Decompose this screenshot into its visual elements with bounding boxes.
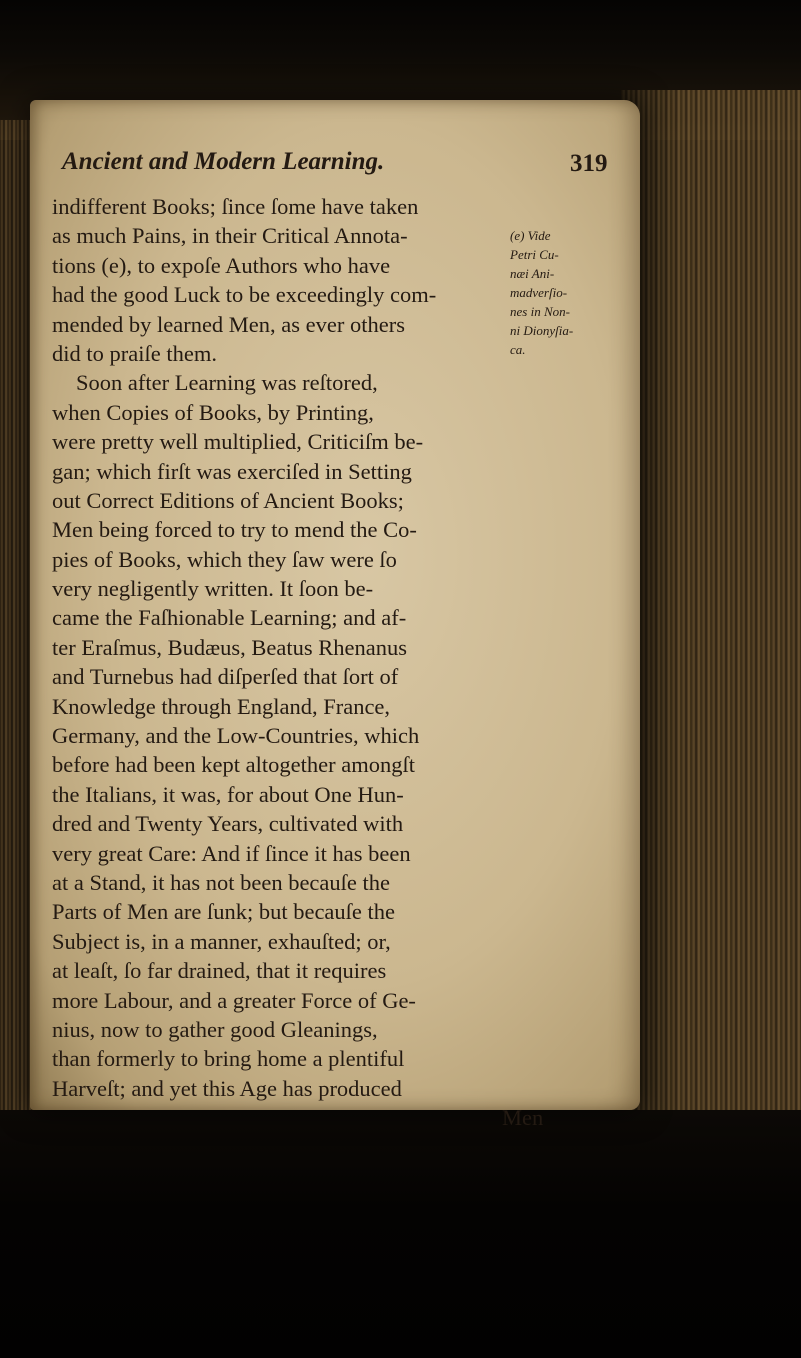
marginal-note-line: ca. [510, 342, 526, 357]
text-line: Subject is, in a manner, exhauſted; or, [52, 928, 391, 954]
text-line: when Copies of Books, by Printing, [52, 399, 374, 425]
text-line: as much Pains, in their Critical Annota- [52, 223, 408, 249]
text-line: indifferent Books; ſince ſome have taken [52, 194, 419, 219]
text-line: more Labour, and a greater Force of Ge- [52, 987, 416, 1013]
marginal-note [510, 226, 600, 359]
marginal-note-line: (e) Vide [510, 228, 551, 243]
text-line: very great Care: And if ſince it has been [52, 840, 411, 866]
text-line: before had been kept altogether amongſt [52, 752, 415, 778]
text-line: did to praiſe them. [52, 340, 217, 366]
text-line: tions (e), to expoſe Authors who have [52, 252, 391, 278]
running-title: Ancient and Modern Learning. [62, 148, 385, 175]
page-number: 319 [570, 150, 608, 177]
marginal-note-line: ni Dionyſia- [510, 323, 574, 338]
text-line: came the Faſhionable Learning; and af- [52, 605, 407, 631]
text-line: at leaſt, ſo far drained, that it requires [52, 958, 387, 984]
text-line: ter Eraſmus, Budæus, Beatus Rhenanus [52, 634, 407, 660]
text-line: the Italians, it was, for about One Hun- [52, 781, 404, 807]
text-line: out Correct Editions of Ancient Books; [52, 487, 404, 513]
text-line: Parts of Men are ſunk; but becauſe the [52, 899, 396, 925]
text-line: mended by learned Men, as ever others [52, 311, 405, 337]
text-line: and Turnebus had diſperſed that ſort of [52, 664, 399, 690]
text-line: Germany, and the Low-Countries, which [52, 723, 420, 749]
catchword: Men [502, 1105, 544, 1131]
text-line: very negligently written. It ſoon be- [52, 576, 374, 602]
text-line: at a Stand, it has not been becauſe the [52, 869, 391, 895]
text-line: had the good Luck to be exceedingly com- [52, 282, 437, 308]
text-line: Soon after Learning was reſtored, [76, 370, 378, 396]
background-shadow [0, 1110, 801, 1358]
text-line: Knowledge through England, France, [52, 693, 391, 719]
marginal-note-line: madverſio- [510, 285, 568, 300]
text-line: pies of Books, which they ſaw were ſo [52, 546, 397, 572]
running-header [52, 148, 652, 192]
text-line: than formerly to bring home a plentiful [52, 1046, 405, 1072]
text-line: nius, now to gather good Gleanings, [52, 1016, 378, 1042]
marginal-note-line: Petri Cu- [510, 247, 559, 262]
text-line: Men being forced to try to mend the Co- [52, 517, 417, 543]
text-line: gan; which firſt was exerciſed in Setting [52, 458, 412, 484]
text-line: dred and Twenty Years, cultivated with [52, 811, 404, 837]
text-line: Harveſt; and yet this Age has produced [52, 1075, 402, 1101]
marginal-note-line: nes in Non- [510, 304, 570, 319]
text-line: were pretty well multiplied, Criticiſm be- [52, 429, 424, 455]
marginal-note-line: næi Ani- [510, 266, 555, 281]
